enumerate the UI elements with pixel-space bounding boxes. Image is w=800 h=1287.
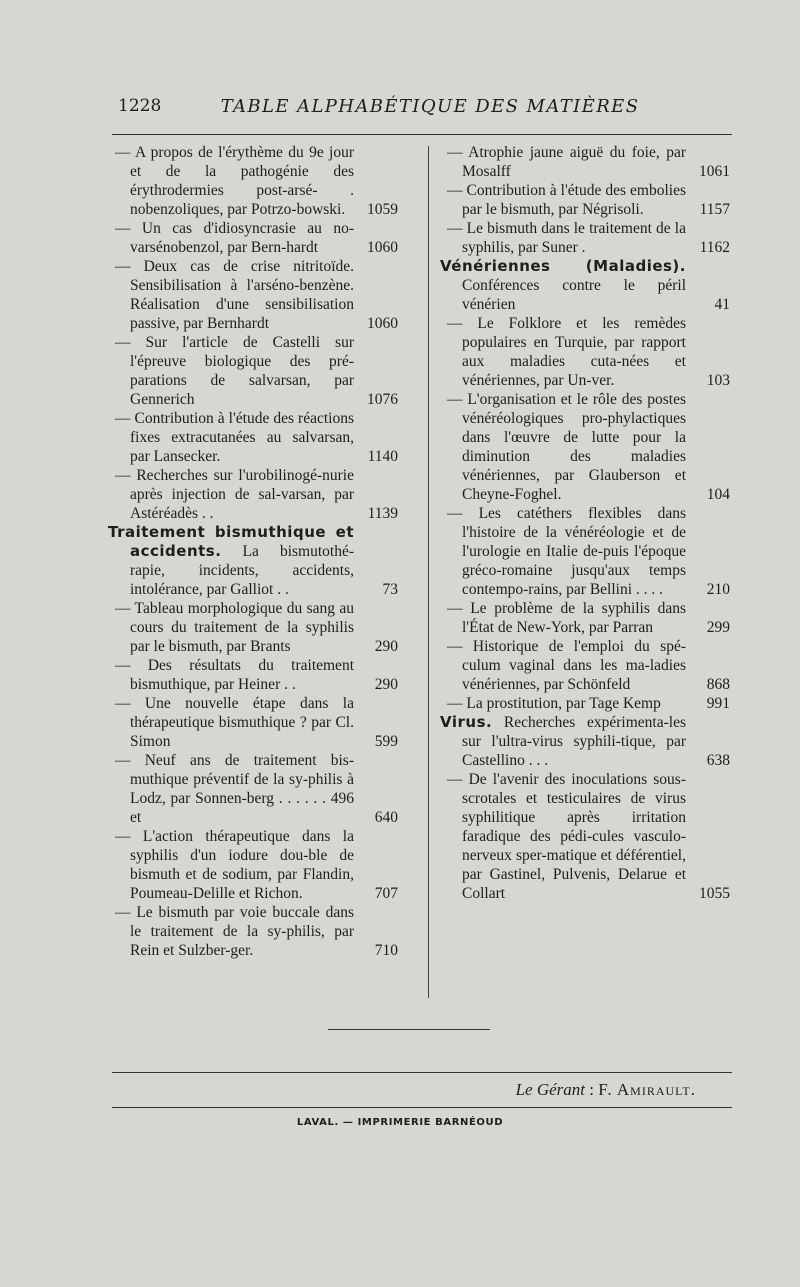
page-reference: 1055	[699, 885, 730, 902]
entry-text: — Un cas d'idiosyncrasie au no-varsénobenzol, par Bern-hardt	[115, 220, 354, 256]
page-reference: 1140	[367, 448, 398, 465]
page-reference: 1162	[699, 239, 730, 256]
entry-text: — Deux cas de crise nitritoïde. Sensibilisation à l'arséno-benzène. Réalisation d'une sensibilisation passive, par Bernhardt	[115, 258, 354, 332]
index-entry	[440, 143, 730, 181]
page-reference: 1059	[367, 201, 398, 218]
entry-text: — Atrophie jaune aiguë du foie, par Mosalff	[447, 144, 686, 180]
entry-text: — Les catéthers flexibles dans l'histoire de la vénéréologie et de l'urologie en Italie de-puis l'époque gréco-romaine jusqu'aux temps contempo-rains, par Bellini . . . .	[447, 505, 686, 598]
page-reference: 599	[374, 733, 398, 750]
entry-text: — Le bismuth par voie buccale dans le traitement de la sy-philis, par Rein et Sulzber-ger.	[115, 904, 354, 959]
index-entry	[440, 599, 730, 637]
entry-text: — Le problème de la syphilis dans l'État de New-York, par Parran	[447, 600, 686, 636]
entry-text: — Tableau morphologique du sang au cours du traitement de la syphilis par le bismuth, par Brants	[115, 600, 354, 655]
index-entry	[108, 466, 398, 523]
entry-text: — Le bismuth dans le traitement de la syphilis, par Suner .	[447, 220, 686, 256]
entry-text: — Historique de l'emploi du spé-culum vaginal dans les ma-ladies vénériennes, par Schönfeld	[447, 638, 686, 693]
page-reference: 868	[706, 676, 730, 693]
entry-text: — L'action thérapeutique dans la syphilis d'un iodure dou-ble de bismuth et de sodium, par Flandin, Poumeau-Delille et Richon.	[115, 828, 354, 902]
page-header	[0, 96, 800, 122]
page-number: 1228	[118, 96, 162, 116]
page-reference: 710	[374, 942, 398, 959]
footer-rule-top	[112, 1072, 732, 1073]
page-reference: 1060	[367, 315, 398, 332]
index-entry	[108, 257, 398, 333]
entry-text: — De l'avenir des inoculations sous-scrotales et testiculaires de virus syphilitique après irritation faradique des pédi-cules vasculo-nerveux sper-matique et déférentiel, par Gastinel, Pulvenis, Delarue et Collart	[447, 771, 686, 902]
index-entry	[108, 333, 398, 409]
page-reference: 707	[374, 885, 398, 902]
page-reference: 1060	[367, 239, 398, 256]
page-reference: 210	[706, 581, 730, 598]
entry-text: — Recherches sur l'urobilinogé-nurie après injection de sal-varsan, par Astéréadès . .	[115, 467, 354, 522]
entry-text: — L'organisation et le rôle des postes vénéréologiques pro-phylactiques dans l'œuvre de lutte pour la diminution des maladies vénériennes, par Glauberson et Cheyne-Foghel.	[447, 391, 686, 503]
index-heading-entry	[440, 713, 730, 770]
index-entry	[440, 181, 730, 219]
index-entry	[108, 409, 398, 466]
index-entry	[108, 219, 398, 257]
gerant-line	[516, 1080, 696, 1100]
entry-text: — Une nouvelle étape dans la thérapeutique bismuthique ? par Cl. Simon	[115, 695, 354, 750]
entry-text: — A propos de l'érythème du 9e jour et de la pathogénie des érythrodermies post-arsé- . nobenzoliques, par Potrzo-bowski.	[115, 144, 354, 218]
left-column	[108, 143, 398, 960]
printer-imprint: LAVAL. — IMPRIMERIE BARNÉOUD	[296, 1117, 504, 1128]
right-column	[440, 143, 730, 903]
page-reference: 290	[374, 676, 398, 693]
entry-text: — Neuf ans de traitement bis-muthique préventif de la sy-philis à Lodz, par Sonnen-berg . . . . . . 496 et	[115, 752, 354, 826]
entry-text: Recherches expérimenta-les sur l'ultra-virus syphili-tique, par Castellino . . .	[462, 714, 686, 769]
gerant-separator: :	[585, 1080, 599, 1099]
index-entry	[440, 314, 730, 390]
page-reference: 290	[374, 638, 398, 655]
page-reference: 103	[706, 372, 730, 389]
index-entry	[440, 770, 730, 903]
entry-text: La bismutothé-rapie, incidents, accidents, intolérance, par Galliot . .	[130, 543, 354, 598]
page-reference: 1076	[367, 391, 398, 408]
index-entry	[440, 390, 730, 504]
index-entry	[108, 694, 398, 751]
end-rule	[328, 1029, 490, 1030]
page-reference: 299	[706, 619, 730, 636]
index-entry	[440, 694, 730, 713]
footer-rule-bottom	[112, 1107, 732, 1108]
page-reference: 638	[706, 752, 730, 769]
index-entry	[440, 637, 730, 694]
running-title: TABLE ALPHABÉTIQUE DES MATIÈRES	[220, 96, 640, 117]
index-entry	[440, 504, 730, 599]
header-rule	[112, 134, 732, 135]
headword: Traitement bismuthique et accidents.	[108, 523, 354, 560]
entry-text: — Contribution à l'étude des réactions fixes extracutanées au salvarsan, par Lansecker.	[115, 410, 354, 465]
index-heading-entry	[440, 257, 730, 314]
gerant-label: Le Gérant	[515, 1080, 586, 1099]
index-heading-entry	[108, 523, 398, 599]
entry-text: Conférences contre le péril vénérien	[462, 277, 686, 313]
entry-text: — Sur l'article de Castelli sur l'épreuve biologique des pré-parations de salvarsan, par Gennerich	[115, 334, 354, 408]
index-entry	[440, 219, 730, 257]
column-divider	[428, 146, 429, 998]
entry-text: — Des résultats du traitement bismuthique, par Heiner . .	[115, 657, 354, 693]
entry-text: — Le Folklore et les remèdes populaires en Turquie, par rapport aux maladies cuta-nées et vénériennes, par Un-ver.	[447, 315, 686, 389]
headword: Vénériennes (Maladies).	[440, 257, 686, 275]
page-reference: 1157	[699, 201, 730, 218]
entry-text: — Contribution à l'étude des embolies par le bismuth, par Négrisoli.	[447, 182, 686, 218]
entry-text: — La prostitution, par Tage Kemp	[447, 695, 661, 712]
page-reference: 640	[374, 809, 398, 826]
index-entry	[108, 827, 398, 903]
page-reference: 73	[382, 581, 398, 598]
page-reference: 104	[706, 486, 730, 503]
headword: Virus.	[440, 713, 493, 731]
index-entry	[108, 751, 398, 827]
page-reference: 41	[714, 296, 730, 313]
page-reference: 991	[706, 695, 730, 712]
index-entry	[108, 599, 398, 656]
page-reference: 1061	[699, 163, 730, 180]
index-entry	[108, 903, 398, 960]
gerant-name: F. Amirault.	[598, 1080, 696, 1099]
page-reference: 1139	[367, 505, 398, 522]
index-entry	[108, 143, 398, 219]
index-entry	[108, 656, 398, 694]
